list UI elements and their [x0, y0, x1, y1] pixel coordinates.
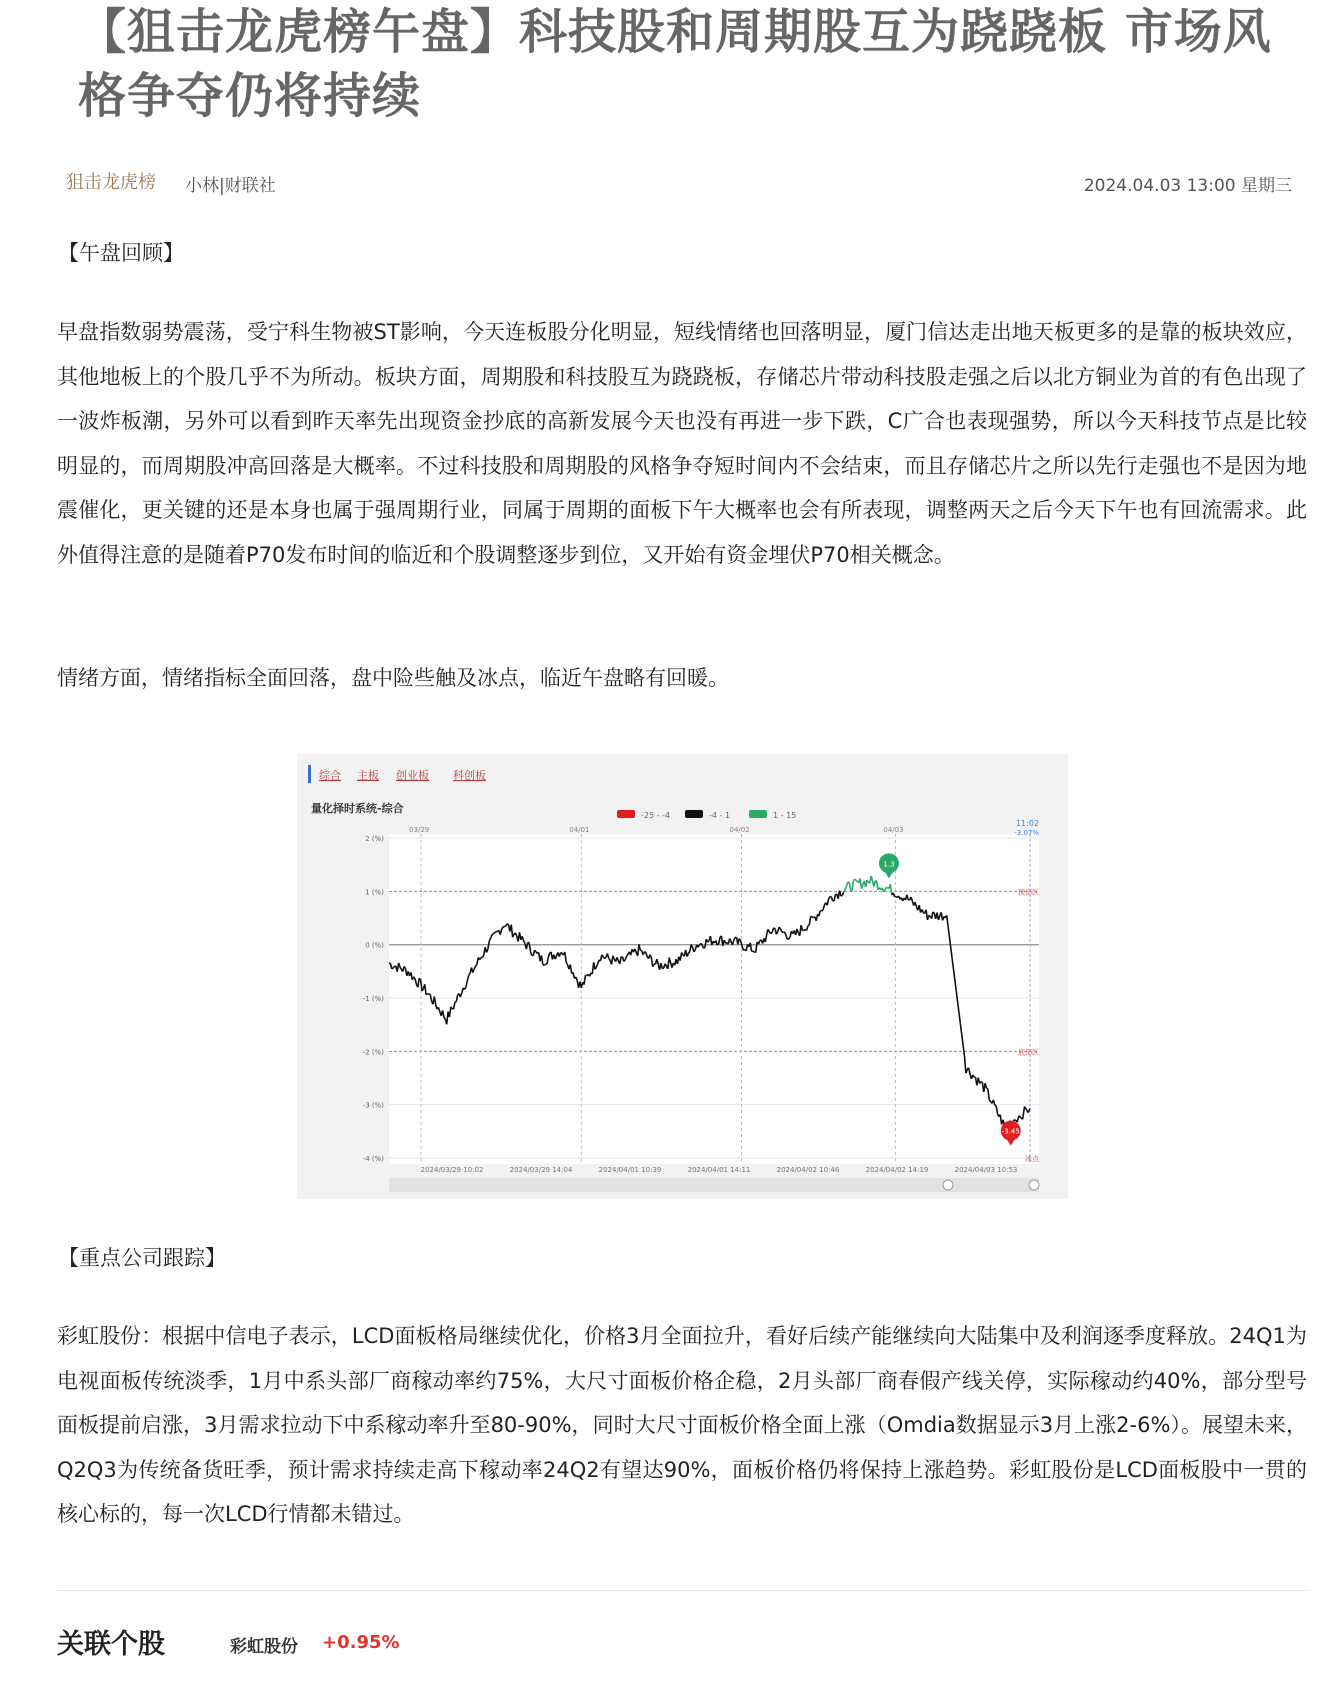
section-heading-review: 【午盘回顾】 — [58, 241, 184, 265]
y-tick-label: -4 (%) — [362, 1155, 384, 1163]
last-time-label: 11:02 — [1015, 819, 1039, 828]
date-label: 04/02 — [729, 826, 750, 834]
article-meta — [0, 168, 1338, 198]
series-segment — [708, 941, 709, 943]
x-tick-label: 2024/04/03 10:53 — [954, 1166, 1018, 1174]
legend-swatch — [617, 810, 635, 818]
range-scrollbar[interactable] — [389, 1178, 1039, 1192]
series-segment — [662, 968, 663, 969]
chart-tab[interactable]: 科创板 — [453, 769, 486, 782]
legend-swatch — [685, 810, 703, 818]
legend-label: -25 - -4 — [641, 811, 671, 820]
series-segment — [753, 951, 754, 952]
range-handle-right[interactable] — [1029, 1180, 1039, 1190]
series-segment — [856, 880, 857, 881]
series-segment — [822, 910, 823, 911]
series-segment — [644, 952, 645, 953]
series-segment — [989, 1100, 990, 1102]
article-title: 【狙击龙虎榜午盘】科技股和周期股互为跷跷板 市场风格争夺仍将持续 — [78, 4, 1272, 124]
series-segment — [688, 951, 689, 953]
y-tick-label: -2 (%) — [362, 1048, 384, 1057]
series-segment — [811, 916, 812, 917]
legend-swatch — [749, 810, 767, 818]
tab-indicator — [308, 765, 311, 783]
chart-tab[interactable]: 创业板 — [396, 769, 429, 782]
x-tick-label: 2024/04/02 14:19 — [865, 1166, 929, 1174]
author: 小林|财联社 — [185, 176, 276, 196]
series-segment — [504, 926, 505, 927]
focus-paragraph: 彩虹股份：根据中信电子表示，LCD面板格局继续优化，价格3月全面拉升，看好后续产能继续向大陆集中及利润逐季度释放。24Q1为电视面板传统淡季，1月中系头部厂商稼动率约75%，大尺寸面板价格企稳，2月头部厂商春假产线关停，实际稼动约40%，部分型号面板提前启涨，3月需求拉动下中系稼动率升至80-90%，同时大尺寸面板价格全面上涨（Omdia数据显示3月上涨2-6%）。展望未来，Q2Q3为传统备货旺季，预计需求持续走高下稼动率24Q2有望达90%，面板价格仍将保持上涨趋势。彩虹股份是LCD面板股中一贯的核心标的，每一次LCD行情都未错过。 — [57, 1324, 1307, 1526]
series-segment — [624, 960, 625, 962]
chart-tab[interactable]: 综合 — [319, 769, 341, 782]
series-segment — [694, 950, 695, 952]
review-paragraph: 早盘指数弱势震荡，受宁科生物被ST影响，今天连板股分化明显，短线情绪也回落明显，厦门信达走出地天板更多的是靠的板块效应，其他地板上的个股几乎不为所动。板块方面，周期股和科技股互为跷跷板，存储芯片带动科技股走强之后以北方铜业为首的有色出现了一波炸板潮，另外可以看到昨天率先出现资金抄底的高新发展今天也没有再进一步下跌，C广合也表现强势，所以今天科技节点是比较明显的，而周期股冲高回落是大概率。不过科技股和周期股的风格争夺短时间内不会结束，而且存储芯片之所以先行走强也不是因为地震催化，更关键的还是本身也属于强周期行业，同属于周期的面板下午大概率也会有所表现，调整两天之后今天下午也有回流需求。此外值得注意的是随着P70发布时间的临近和个股调整逐步到位，又开始有资金埋伏P70相关概念。 — [57, 320, 1307, 567]
y-tick-label: 0 (%) — [365, 941, 384, 950]
series-segment — [933, 912, 934, 913]
series-segment — [476, 964, 477, 966]
series-segment — [535, 950, 536, 951]
extreme-marker-label: 1.3 — [883, 860, 895, 869]
range-handle-left[interactable] — [943, 1180, 953, 1190]
last-value-label: -3.07% — [1014, 829, 1039, 837]
y-tick-label: 1 (%) — [365, 888, 384, 897]
series-segment — [444, 1017, 445, 1019]
related-stock-name[interactable]: 彩虹股份 — [230, 1637, 298, 1657]
series-segment — [995, 1105, 996, 1106]
series-segment — [883, 890, 884, 892]
series-segment — [493, 932, 494, 933]
series-segment — [609, 958, 610, 960]
series-segment — [419, 978, 420, 979]
lower-zone-label: 底部区 — [1018, 1048, 1039, 1057]
legend-label: -4 - 1 — [709, 811, 731, 820]
divider — [57, 1590, 1307, 1591]
series-segment — [507, 924, 508, 925]
series-segment — [782, 932, 783, 933]
series-segment — [771, 932, 772, 934]
series-segment — [627, 954, 628, 956]
series-segment — [392, 968, 393, 969]
series-segment — [605, 957, 606, 958]
column-tag[interactable]: 狙击龙虎榜 — [66, 172, 156, 193]
sentiment-paragraph: 情绪方面，情绪指标全面回落，盘中险些触及冰点，临近午盘略有回暖。 — [57, 666, 729, 690]
y-tick-label: 2 (%) — [365, 835, 384, 843]
y-tick-label: -3 (%) — [362, 1101, 384, 1110]
x-tick-label: 2024/04/01 14:11 — [687, 1166, 751, 1174]
series-segment — [717, 944, 718, 945]
legend-label: 1 - 15 — [773, 811, 797, 820]
plot-area — [389, 834, 1039, 1164]
series-segment — [981, 1082, 982, 1083]
series-segment — [987, 1088, 988, 1089]
chart-svg — [297, 754, 1068, 1199]
date-label: 04/03 — [883, 826, 904, 834]
x-tick-label: 2024/03/29 14:04 — [509, 1166, 573, 1174]
x-tick-label: 2024/04/02 10:46 — [776, 1166, 840, 1174]
sentiment-chart — [297, 754, 1068, 1199]
date-label: 03/29 — [409, 826, 430, 834]
related-stocks-heading: 关联个股 — [57, 1629, 165, 1660]
series-segment — [404, 966, 405, 968]
series-segment — [980, 1082, 981, 1084]
publish-time: 2024.04.03 13:00 星期三 — [1083, 176, 1292, 196]
series-segment — [704, 948, 705, 949]
series-segment — [855, 879, 856, 880]
section-heading-focus: 【重点公司跟踪】 — [58, 1246, 226, 1270]
series-segment — [841, 895, 842, 896]
y-tick-label: -1 (%) — [362, 995, 384, 1003]
series-segment — [495, 932, 496, 933]
date-label: 04/01 — [569, 826, 590, 834]
bottom-zone-label: 冰点 — [1025, 1155, 1039, 1163]
series-segment — [426, 994, 427, 995]
upper-zone-label: 顶部区 — [1018, 888, 1039, 897]
series-segment — [929, 915, 930, 916]
series-segment — [482, 955, 483, 957]
chart-tab[interactable]: 主板 — [357, 769, 379, 782]
series-segment — [469, 973, 470, 975]
series-segment — [492, 934, 493, 935]
series-segment — [496, 931, 497, 932]
related-stock-change: +0.95% — [322, 1632, 400, 1653]
x-tick-label: 2024/03/29 10:02 — [420, 1166, 484, 1174]
series-segment — [808, 925, 809, 926]
series-segment — [393, 966, 394, 968]
series-segment — [561, 952, 562, 953]
extreme-marker-label: -3.45 — [1001, 1127, 1020, 1136]
series-segment — [544, 964, 545, 965]
series-segment — [701, 943, 702, 945]
chart-title: 量化择时系统-综合 — [311, 802, 404, 815]
series-segment — [779, 927, 780, 929]
x-tick-label: 2024/04/01 10:39 — [598, 1166, 662, 1174]
